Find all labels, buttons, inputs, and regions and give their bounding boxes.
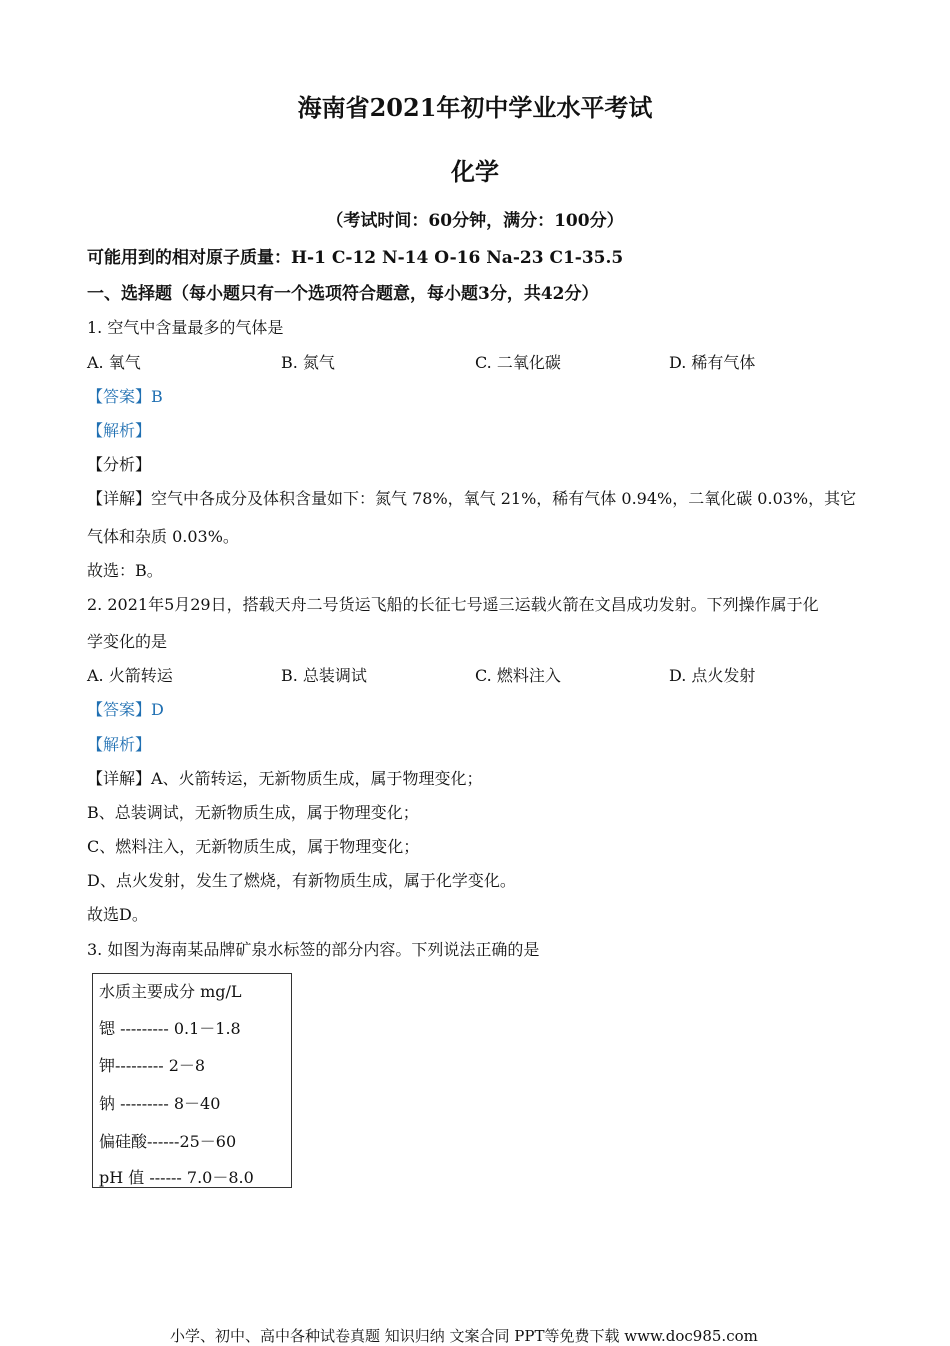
q2-stem-2: 学变化的是 [87, 632, 168, 651]
section-heading: 一、选择题（每小题只有一个选项符合题意，每小题3分，共42分） [87, 284, 599, 304]
label-row-sodium: 钠 --------- 8－40 [99, 1094, 221, 1113]
q2-option-a: A. 火箭转运 [87, 666, 173, 685]
mineral-water-label [92, 973, 292, 1188]
q2-detail-a: 【详解】A、火箭转运，无新物质生成，属于物理变化； [87, 769, 483, 788]
q1-option-d: D. 稀有气体 [669, 353, 756, 372]
exam-info: （考试时间：60分钟，满分：100分） [326, 211, 624, 231]
q2-option-d: D. 点火发射 [669, 666, 756, 685]
q1-option-c: C. 二氧化碳 [475, 353, 561, 372]
q2-answer: 【答案】D [87, 700, 164, 719]
q1-conclusion: 故选：B。 [87, 561, 163, 580]
q1-option-b: B. 氮气 [281, 353, 335, 372]
q1-detail-2: 气体和杂质 0.03%。 [87, 527, 239, 546]
label-header: 水质主要成分 mg/L [99, 982, 242, 1001]
q2-conclusion: 故选D。 [87, 905, 148, 924]
q2-detail-b: B、总装调试，无新物质生成，属于物理变化； [87, 803, 419, 822]
footer-text: 小学、初中、高中各种试卷真题 知识归纳 文案合同 PPT等免费下载 www.doc985.com [170, 1327, 758, 1345]
label-row-potassium: 钾--------- 2－8 [99, 1056, 206, 1075]
label-row-metasilicic-acid: 偏硅酸------25－60 [99, 1132, 237, 1151]
q2-option-b: B. 总装调试 [281, 666, 367, 685]
subject-title: 化学 [451, 157, 499, 186]
q2-analysis-tag: 【解析】 [87, 735, 152, 754]
q1-stem: 1. 空气中含量最多的气体是 [87, 318, 284, 337]
q1-analysis-tag: 【解析】 [87, 421, 152, 440]
q2-stem-1: 2. 2021年5月29日，搭载天舟二号货运飞船的长征七号遥三运载火箭在文昌成功发射。下列操作属于化 [87, 595, 819, 614]
q3-stem: 3. 如图为海南某品牌矿泉水标签的部分内容。下列说法正确的是 [87, 940, 540, 959]
exam-title: 海南省2021年初中学业水平考试 [297, 93, 653, 122]
q1-answer: 【答案】B [87, 387, 163, 406]
q2-option-c: C. 燃料注入 [475, 666, 561, 685]
q1-option-a: A. 氧气 [87, 353, 141, 372]
label-row-ph: pH 值 ------ 7.0－8.0 [99, 1168, 254, 1187]
label-row-strontium: 锶 --------- 0.1－1.8 [99, 1019, 241, 1038]
atomic-masses: 可能用到的相对原子质量：H-1 C-12 N-14 O-16 Na-23 C1-35.5 [87, 248, 624, 268]
q2-detail-d: D、点火发射，发生了燃烧，有新物质生成，属于化学变化。 [87, 871, 516, 890]
q1-detail-1: 【详解】空气中各成分及体积含量如下：氮气 78%，氧气 21%，稀有气体 0.94%，二氧化碳 0.03%，其它 [87, 489, 857, 508]
q2-detail-c: C、燃料注入，无新物质生成，属于物理变化； [87, 837, 420, 856]
q1-fenxi: 【分析】 [87, 455, 152, 474]
